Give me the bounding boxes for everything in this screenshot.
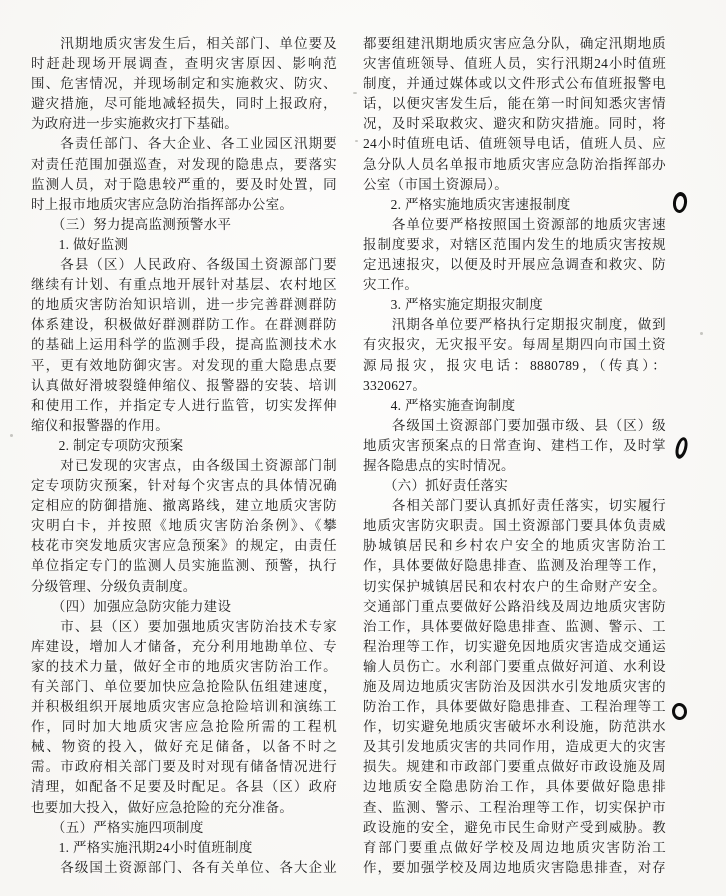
text-line: 单位指定专门的监测人员实施监测、预警，执行 xyxy=(31,558,337,574)
text-line: 1. 做好监测 xyxy=(31,236,129,252)
text-line: 话，以便灾害发生后，能在第一时间知悉灾害情 xyxy=(363,96,666,112)
text-line: 定相应的防御措施、撤离路线，建立地质灾害防 xyxy=(31,498,337,514)
text-line: 施及周边地质灾害防治及因洪水引发地质灾害的 xyxy=(363,679,666,694)
text-line: 和使用工作，并指定专人进行监管，切实发挥伸 xyxy=(31,397,337,413)
text-line: 3. 严格实施定期报灾制度 xyxy=(363,297,543,313)
text-line: 3320627。 xyxy=(363,377,427,393)
text-line: 分级管理、分级负责制度。 xyxy=(31,578,197,594)
text-line: 都要组建汛期地质灾害应急分队，确定汛期地质 xyxy=(363,36,666,51)
scan-speck xyxy=(355,140,358,142)
text-line: 地质灾害防灾职责。国土资源部门要具体负责威 xyxy=(363,518,666,534)
text-line: 作，同时加大地质灾害应急抢险所需的工程机 xyxy=(31,719,337,735)
text-line: 也要加大投入，做好应急抢险的充分准备。 xyxy=(31,799,294,815)
text-line: 继续有计划、有重点地开展针对基层、农村地区 xyxy=(31,277,337,293)
text-line: 并积极组织开展地质灾害应急抢险培训和演练工 xyxy=(31,699,337,715)
text-line: 清理，如配备不足要及时配足。各县（区）政府 xyxy=(31,779,337,795)
text-line: 制度，并通过媒体或以文件形式公布值班报警电 xyxy=(363,76,666,92)
text-line: 边地质安全隐患防治工作，具体要做好隐患排 xyxy=(363,779,666,795)
text-line: 灾害值班领导、值班人员，实行汛期24小时值班 xyxy=(363,56,666,72)
text-line: 灾工作。 xyxy=(363,277,419,293)
text-line: 围、危害情况，并现场制定和实施救灾、防灾、 xyxy=(31,76,337,92)
handwritten-circle-mark xyxy=(671,702,687,720)
text-line: 监测人员，对于隐患较严重的，要及时处置，同 xyxy=(31,176,337,192)
scan-speck xyxy=(700,332,703,335)
text-line: 急分队人员名单报市地质灾害应急防治指挥部办 xyxy=(363,156,666,172)
text-line: 育部门要重点做好学校及周边地质灾害防治工 xyxy=(363,839,666,855)
text-line: 程治理等工作，切实避免因地质灾害造成交通运 xyxy=(363,638,666,654)
text-line: （六）抓好责任落实 xyxy=(363,478,509,494)
text-line: 各责任部门、各大企业、各工业园区汛期要 xyxy=(31,136,337,152)
text-line: 对已发现的灾害点，由各级国土资源部门制 xyxy=(31,457,337,473)
text-line: 缩仪和报警器的作用。 xyxy=(31,417,169,433)
handwritten-circle-mark xyxy=(672,191,688,214)
text-line: 时上报市地质灾害应急防治指挥部办公室。 xyxy=(31,196,294,212)
text-line: 对责任范围加强巡查，对发现的隐患点，要落实 xyxy=(31,156,337,172)
text-line: 平，更有效地防御灾害。对发现的重大隐患点要 xyxy=(31,357,337,373)
text-line: 库建设，增加人才储备，充分利用地勘单位、专 xyxy=(31,638,337,654)
text-line: 交通部门重点要做好公路沿线及周边地质灾害防 xyxy=(363,598,666,614)
text-column-left xyxy=(31,34,337,896)
text-line: 防治工作，具体要做好隐患排查、工程治理等工 xyxy=(363,699,666,715)
text-line: 胁城镇居民和乡村农户安全的地质灾害防治工 xyxy=(363,538,666,554)
text-line: 为政府进一步实施救灾打下基础。 xyxy=(31,116,238,132)
text-line: 及其引发地质灾害的共同作用，造成更大的灾害 xyxy=(363,739,666,755)
text-line: 械、物资的投入，做好充足储备，以备不时之 xyxy=(31,739,337,755)
text-line: 地质灾害预案点的日常查询、建档工作，及时掌 xyxy=(363,437,666,453)
text-line: 况，及时采取救灾、避灾和防灾措施。同时，将 xyxy=(363,116,666,132)
text-line: 报制度要求，对辖区范围内发生的地质灾害按规 xyxy=(363,236,666,252)
text-line: 定迅速报灾，以便及时开展应急调查和救灾、防 xyxy=(363,257,666,273)
text-line: 2. 制定专项防灾预案 xyxy=(31,437,184,453)
scan-speck xyxy=(10,434,13,437)
text-line: 的地质灾害防治知识培训，进一步完善群测群防 xyxy=(31,297,337,313)
scan-speck xyxy=(353,92,357,94)
text-line: 政设施的安全，避免市民生命财产受到威胁。教 xyxy=(363,819,666,835)
text-line: 切实保护城镇居民和农村农户的生命财产安全。 xyxy=(363,578,666,594)
text-line: 源局报灾，报灾电话：8880789，（传真）： xyxy=(363,357,666,373)
text-line: 有灾报灾，无灾报平安。每周星期四向市国土资 xyxy=(363,337,666,353)
text-line: 有关部门、单位要加快应急抢险队伍组建速度， xyxy=(31,679,337,694)
text-line: （五）严格实施四项制度 xyxy=(31,819,204,835)
text-line: 作，具体要做好隐患排查、监测及治理等工作， xyxy=(363,558,666,574)
text-line: 各相关部门要认真抓好责任落实，切实履行 xyxy=(363,498,666,514)
text-line: 需。市政府相关部门要及时对现有储备情况进行 xyxy=(31,759,337,775)
text-line: 各单位要严格按照国土资源部的地质灾害速 xyxy=(363,216,666,232)
text-line: 2. 严格实施地质灾害速报制度 xyxy=(363,196,571,212)
handwritten-circle-mark xyxy=(673,436,689,460)
text-line: 体系建设，积极做好群测群防工作。在群测群防 xyxy=(31,317,337,333)
text-line: 损失。规建和市政部门要重点做好市政设施及周 xyxy=(363,759,666,775)
text-line: 认真做好滑坡裂缝伸缩仪、报警器的安装、培训 xyxy=(31,377,337,393)
text-line: 握各隐患点的实时情况。 xyxy=(363,457,515,473)
text-line: 公室（市国土资源局）。 xyxy=(363,176,509,192)
text-line: 查、监测、警示、工程治理等工作，切实保护市 xyxy=(363,799,666,815)
text-line: 市、县（区）要加强地质灾害防治技术专家 xyxy=(31,618,337,634)
text-line: 24小时值班电话、值班领导电话，值班人员、应 xyxy=(363,136,666,152)
text-line: 定专项防灾预案，针对每个灾害点的具体情况确 xyxy=(31,478,337,494)
text-line: 汛期各单位要严格执行定期报灾制度，做到 xyxy=(363,317,666,333)
text-line: 治工作，具体要做好隐患排查、监测、警示、工 xyxy=(363,618,666,634)
text-line: 作，切实避免地质灾害破坏水利设施，防范洪水 xyxy=(363,719,666,735)
text-line: 作，要加强学校及周边地质灾害隐患排查，对存 xyxy=(363,859,666,875)
text-line: 各县（区）人民政府、各级国土资源部门要 xyxy=(31,257,337,273)
text-line: 汛期地质灾害发生后，相关部门、单位要及 xyxy=(31,36,337,51)
text-line: 枝花市突发地质灾害应急预案》的规定，由责任 xyxy=(31,538,337,554)
text-line: 家的技术力量，做好全市的地质灾害防治工作。 xyxy=(31,658,337,674)
text-line: 4. 严格实施查询制度 xyxy=(363,397,516,413)
text-line: （三）努力提高监测预警水平 xyxy=(31,216,232,232)
text-line: 避灾措施，尽可能地减轻损失，同时上报政府， xyxy=(31,96,337,112)
text-line: 灾明白卡，并按照《地质灾害防治条例》、《攀 xyxy=(31,518,337,534)
text-line: 各级国土资源部门要加强市级、县（区）级 xyxy=(363,417,666,433)
text-line: 各级国土资源部门、各有关单位、各大企业 xyxy=(31,859,337,875)
text-line: 输人员伤亡。水利部门要重点做好河道、水利设 xyxy=(363,658,666,674)
text-line: （四）加强应急防灾能力建设 xyxy=(31,598,232,614)
text-line: 的基础上运用科学的监测手段，提高监测技术水 xyxy=(31,337,337,353)
text-column-right xyxy=(363,34,666,896)
text-line: 时赶赴现场开展调查，查明灾害原因、影响范 xyxy=(31,56,337,72)
text-line: 1. 严格实施汛期24小时值班制度 xyxy=(31,839,253,855)
